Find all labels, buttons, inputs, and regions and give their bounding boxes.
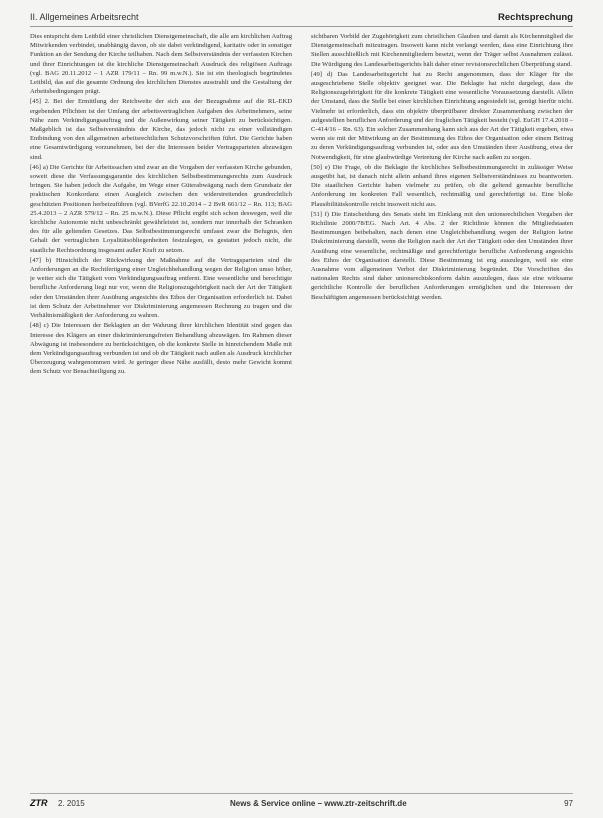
paragraph: [50] e) Die Frage, ob die Beklagte ihr kirchliches Selbstbestimmungsrecht in zulässiger Weise ausgeübt hat, ist danach nicht allein anhand ihres eigenen Selbstverständnisses zu beantworten. Die staatlichen Gerichte haben vielmehr zu prüfen, ob die geltend gemachte berufliche Anforderung im konkreten Fall wesentlich, rechtmäßig und gerechtfertigt ist. Eine bloße Plausibilitätskontrolle reicht insoweit nicht aus. <box>311 163 573 208</box>
issue-number: 2. 2015 <box>58 799 85 808</box>
paragraph: [51] f) Die Entscheidung des Senats steht im Einklang mit den unionsrechtlichen Vorgaben der Richtlinie 2000/78/EG. Nach Art. 4 Abs. 2 der Richtlinie können die Mitgliedstaaten Bestimmungen beibehalten, nach denen eine Ungleichbehandlung wegen der Religion keine Diskriminierung darstellt, wenn die Religion nach der Art der Tätigkeit oder den Umständen ihrer Ausübung eine wesentliche, rechtmäßige und gerechtfertigte berufliche Anforderung angesichts des Ethos der Organisation darstellt. Diese Bestimmung ist eng auszulegen, weil sie eine Ausnahme vom allgemeinen Verbot der Diskriminierung begründet. Die Vorschriften des nationalen Rechts sind daher unionsrechtskonform dahin auszulegen, dass sie eine wirksame gerichtliche Kontrolle der beruflichen Anforderungen ermöglichen und die Interessen der Beschäftigten angemessen berücksichtigt werden. <box>311 210 573 301</box>
paragraph: [45] 2. Bei der Ermittlung der Reichweite der sich aus der Bezugnahme auf die RL-EKD ergebenden Pflichten ist der Umfang der arbeitsvertraglichen Aufgaben des Arbeitnehmers, seine Nähe zum Verkündigungsauftrag und die Außenwirkung seiner Tätigkeit zu berücksichtigen. Maßgeblich ist das Selbstverständnis der Kirche, das jedoch nicht zu einer vollständigen Entbindung von den allgemeinen arbeitsrechtlichen Schutzvorschriften führt. Die Gerichte haben eine Gesamtwürdigung vorzunehmen, bei der die Interessen beider Vertragsparteien abzuwägen sind. <box>30 98 292 161</box>
paragraph: Dies entspricht dem Leitbild einer christlichen Dienstgemeinschaft, die alle am kirchlichen Auftrag Mitwirkenden verbindet, unabhängig davon, ob sie dabei verkündigend, karitativ oder in sonstiger Funktion an der Sendung der Kirche teilhaben. Nach dem Selbstverständnis der verfassten Kirchen und ihrer Einrichtungen ist die kirchliche Dienstgemeinschaft Ausdruck des religiösen Auftrags (vgl. BAG 20.11.2012 – 1 AZR 179/11 – Rn. 99 m.w.N.). Sie ist ein theologisch begründetes Leitbild, das auf die gesamte Ordnung des kirchlichen Dienstes ausstrahlt und die Gestaltung der Arbeitsbedingungen prägt. <box>30 33 292 96</box>
website-promo: News & Service online – www.ztr-zeitschrift.de <box>230 799 407 808</box>
page-footer <box>30 798 573 812</box>
left-column <box>30 32 292 784</box>
section-title: II. Allgemeines Arbeitsrecht <box>30 12 139 22</box>
header-rule <box>30 26 573 27</box>
paragraph: [47] b) Hinsichtlich der Rückwirkung der Maßnahme auf die Vertragsparteien sind die Anforderungen an die Rechtfertigung einer Ungleichbehandlung wegen der Religion umso höher, je weiter sich die Tätigkeit vom Verkündigungsauftrag entfernt. Eine wesentliche und berechtigte berufliche Anforderung liegt nur vor, wenn die Religionszugehörigkeit nach der Art der Tätigkeit oder den Umständen ihrer Ausübung angesichts des Ethos der Organisation erforderlich ist. Dabei ist dem Schutz der Arbeitnehmer vor Diskriminierung angemessen Rechnung zu tragen und die Verhältnismäßigkeit der Anforderung zu wahren. <box>30 256 292 320</box>
paragraph: [48] c) Die Interessen der Beklagten an der Wahrung ihrer kirchlichen Identität sind gegen das Interesse des Klägers an einer diskriminierungsfreien Behandlung abzuwägen. Im Rahmen dieser Abwägung ist insbesondere zu berücksichtigen, ob die konkrete Stelle in hinreichendem Maße mit dem Verkündigungsauftrag verbunden ist und ob die Tätigkeit nach außen als Ausdruck kirchlicher Überzeugung wahrgenommen wird. Je geringer diese Nähe ausfällt, desto mehr Gewicht kommt dem Schutz vor Benachteiligung zu. <box>30 322 292 376</box>
journal-logo: ZTR <box>30 798 48 808</box>
paragraph: sichtbaren Vorbild der Zugehörigkeit zum christlichen Glauben und damit als Kirchenmitglied die Dienstgemeinschaft mitzutragen. Insoweit kann nicht verlangt werden, dass eine Einrichtung ihre Stellen ausschließlich mit Kirchenmitgliedern besetzt, wenn der Träger selbst Ausnahmen zulässt. Die Würdigung des Landesarbeitsgerichts hält daher einer revisionsrechtlichen Überprüfung stand. <box>311 33 573 68</box>
paragraph: [46] a) Die Gerichte für Arbeitssachen sind zwar an die Vorgaben der verfassten Kirche gebunden, soweit diese die Verfassungsgarantie des kirchlichen Selbstbestimmungsrechts zum Ausdruck bringen. Sie haben jedoch die Aufgabe, im Wege einer Güterabwägung nach dem Grundsatz der praktischen Konkordanz einen Ausgleich zwischen den widerstreitenden grundrechtlich geschützten Positionen herbeizuführen (vgl. BVerfG 22.10.2014 – 2 BvR 661/12 – Rn. 113; BAG 25.4.2013 – 2 AZR 579/12 – Rn. 25 m.w.N.). Diese Pflicht ergibt sich schon deswegen, weil die kirchliche Autonomie nicht unbeschränkt gewährleistet ist, sondern nur innerhalb der Schranken des für alle geltenden Gesetzes. Das Selbstbestimmungsrecht umfasst zwar die Befugnis, den Gehalt der vertraglichen Loyalitätsobliegenheiten festzulegen, es gestattet jedoch nicht, die staatliche Rechtsordnung insgesamt außer Kraft zu setzen. <box>30 163 292 254</box>
page-header <box>30 10 573 28</box>
footer-rule <box>30 793 573 794</box>
rubric-label: Rechtsprechung <box>498 12 573 23</box>
right-column <box>311 32 573 784</box>
paragraph: [49] d) Das Landesarbeitsgericht hat zu Recht angenommen, dass der Kläger für die ausgeschriebene Stelle objektiv geeignet war. Die Beklagte hat nicht dargelegt, dass die Religionszugehörigkeit für die konkrete Tätigkeit eine wesentliche Voraussetzung darstellt. Allein der Umstand, dass die Stelle bei einer kirchlichen Einrichtung angesiedelt ist, genügt hierfür nicht. Vielmehr ist erforderlich, dass ein objektiv überprüfbarer direkter Zusammenhang zwischen der aufgestellten beruflichen Anforderung und der fraglichen Tätigkeit besteht (vgl. EuGH 17.4.2018 – C-414/16 – Rn. 63). Ein solcher Zusammenhang kann sich aus der Art der Tätigkeit ergeben, etwa wenn sie mit der Mitwirkung an der Bestimmung des Ethos der Organisation oder einem Beitrag zu deren Verkündigungsauftrag verbunden ist, oder aus den Umständen ihrer Ausübung, etwa der Notwendigkeit, für eine glaubwürdige Vertretung der Kirche nach außen zu sorgen. <box>311 70 573 161</box>
page-number: 97 <box>564 799 573 808</box>
article-body <box>30 32 573 784</box>
